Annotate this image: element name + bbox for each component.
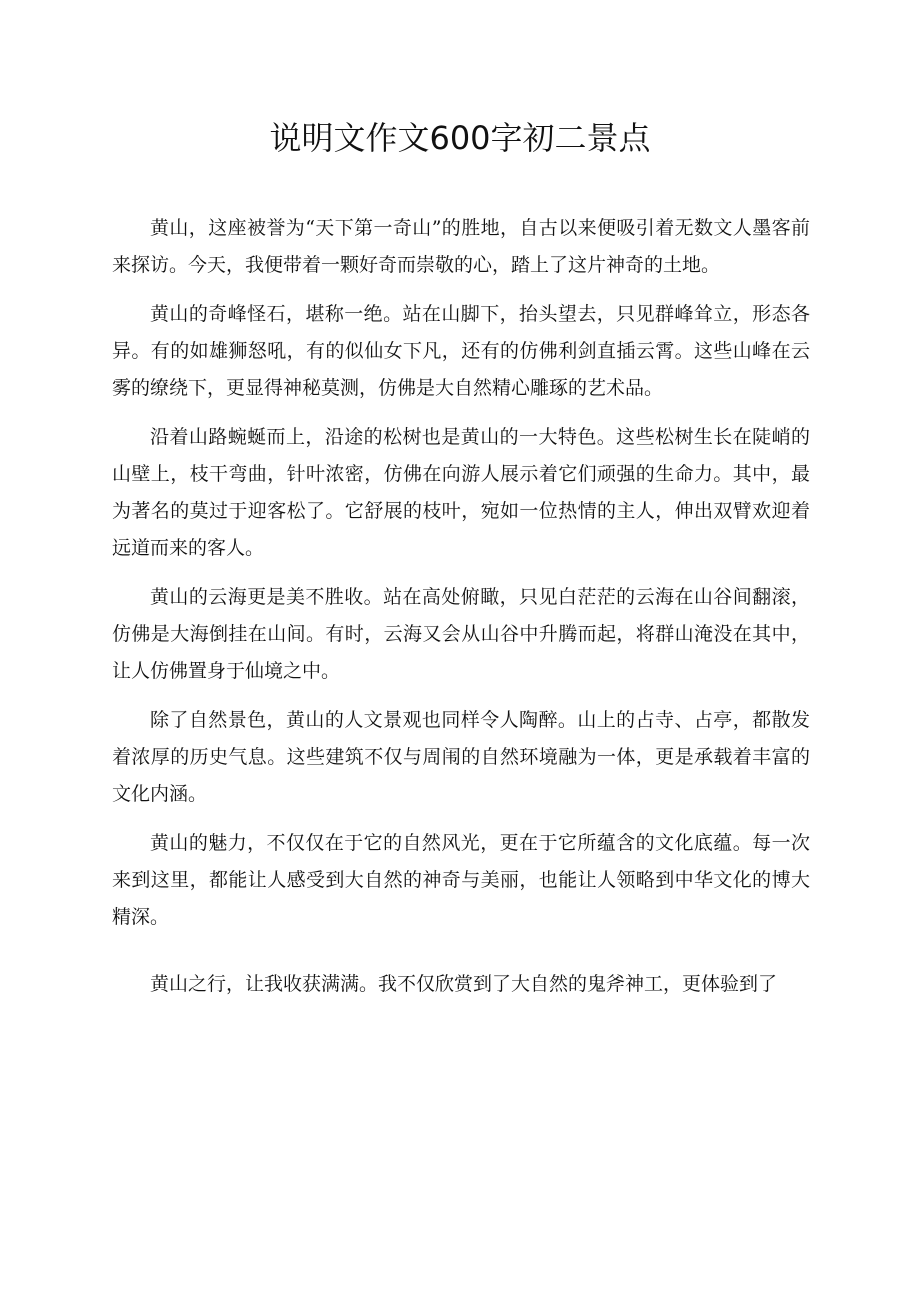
document-title: 说明文作文600字初二景点 <box>269 119 651 157</box>
paragraph-culture: 除了自然景色，黄山的人文景观也同样令人陶醉。山上的占寺、占亭，都散发着浓厚的历史气息。这些建筑不仅与周闱的自然环境融为一体，更是承载着丰富的文化内涵。 <box>112 709 810 805</box>
document-body <box>112 210 810 1015</box>
paragraph-charm: 黄山的魅力，不仅仅在于它的自然风光，更在于它所蕴含的文化底蕴。每一次来到这里，都能让人感受到大自然的神奇与美丽，也能让人领略到中华文化的博大精深。 <box>112 832 810 928</box>
paragraph-peaks: 黄山的奇峰怪石，堪称一绝。站在山脚下，抬头望去，只见群峰耸立，形态各异。有的如雄狮怒吼，有的似仙女下凡，还有的仿佛利剑直插云霄。这些山峰在云雾的缭绕下，更显得神秘莫测，仿佛是大自然精心雕琢的艺术品。 <box>112 303 810 399</box>
paragraph-intro: 黄山，这座被誉为“天下第一奇山”的胜地，自古以来便吸引着无数文人墨客前来探访。今天，我便带着一颗好奇而崇敬的心，踏上了这片神奇的土地。 <box>112 217 810 276</box>
paragraph-conclusion: 黄山之行，让我收获满满。我不仅欣赏到了大自然的鬼斧神工，更体验到了 <box>150 973 778 995</box>
paragraph-pines: 沿着山路蜿蜒而上，沿途的松树也是黄山的一大特色。这些松树生长在陡峭的山壁上，枝干弯曲，针叶浓密，仿佛在向游人展示着它们顽强的生命力。其中，最为著名的莫过于迎客松了。它舒展的枝叶，宛如一位热情的主人，伸出双臂欢迎着远道而来的客人。 <box>112 426 810 559</box>
paragraph-cloud-sea: 黄山的云海更是美不胜收。站在高处俯瞰，只见白茫茫的云海在山谷间翻滚，仿佛是大海倒挂在山间。有时，云海又会从山谷中升腾而起，将群山淹没在其中，让人仿佛置身于仙境之中。 <box>112 586 810 682</box>
